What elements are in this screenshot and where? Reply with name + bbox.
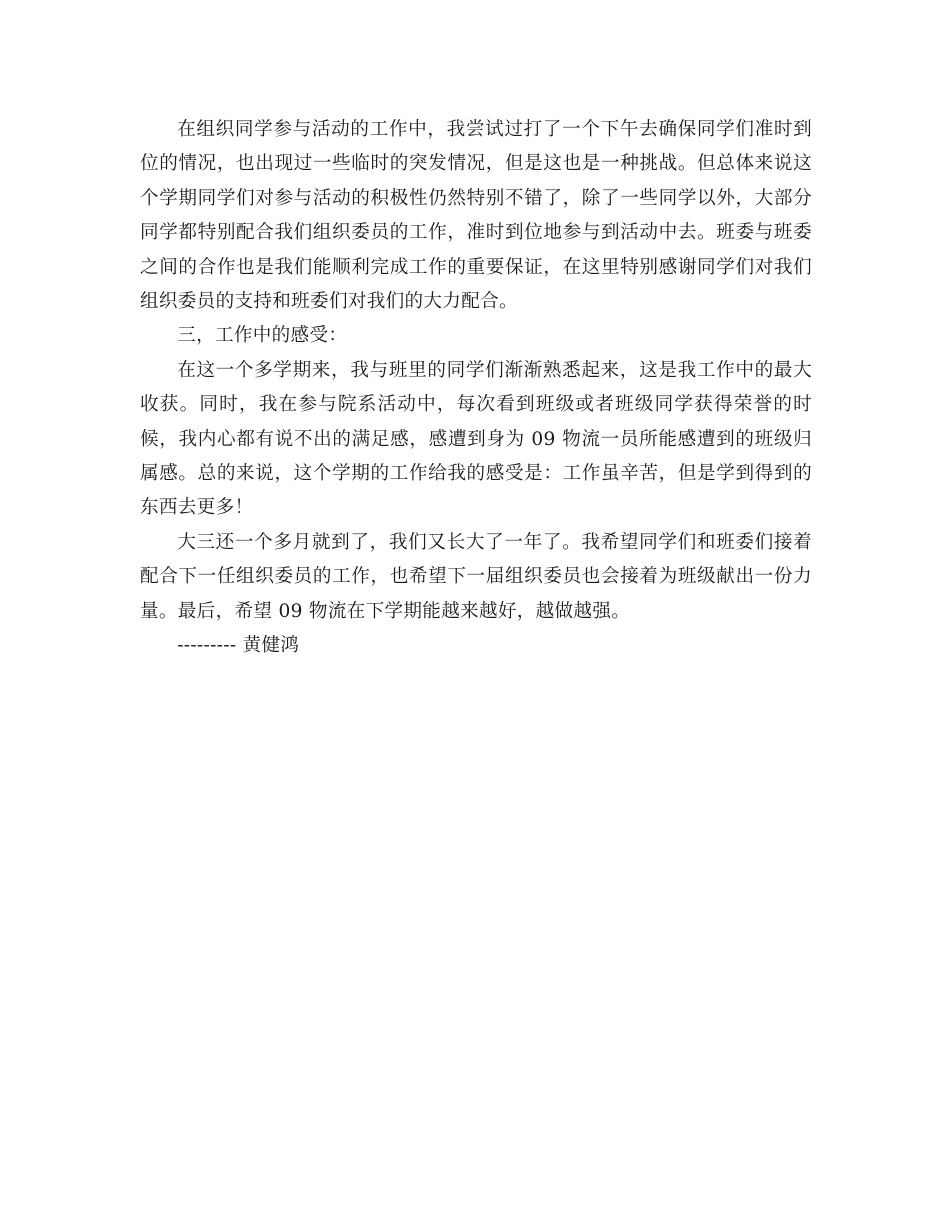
section-heading-feelings: 三，工作中的感受：: [177, 325, 348, 347]
paragraph-organizing-work: 在组织同学参与活动的工作中，我尝试过打了一个下午去确保同学们准时到位的情况，也出现过一些临时的突发情况，但是这也是一种挑战。但总体来说这个学期同学们对参与活动的积极性仍然特别不错了，除了一些同学以外，大部分同学都特别配合我们组织委员的工作，准时到位地参与到活动中去。班委与班委之间的合作也是我们能顺利完成工作的重要保证，在这里特别感谢同学们对我们组织委员的支持和班委们对我们的大力配合。: [140, 119, 812, 313]
author-signature: --------- 黄健鸿: [177, 635, 300, 657]
paragraph-feelings: 在这一个多学期来，我与班里的同学们渐渐熟悉起来，这是我工作中的最大收获。同时，我在参与院系活动中，每次看到班级或者班级同学获得荣誉的时候，我内心都有说不出的满足感，感遭到身为 09 物流一员所能感遭到的班级归属感。总的来说，这个学期的工作给我的感受是：工作虽辛苦，但是学到得到的东西去更多！: [140, 359, 812, 519]
paragraph-closing: 大三还一个多月就到了，我们又长大了一年了。我希望同学们和班委们接着配合下一任组织委员的工作，也希望下一届组织委员也会接着为班级献出一份力量。最后，希望 09 物流在下学期能越来越好，越做越强。: [140, 531, 812, 622]
document-body: [140, 113, 812, 664]
